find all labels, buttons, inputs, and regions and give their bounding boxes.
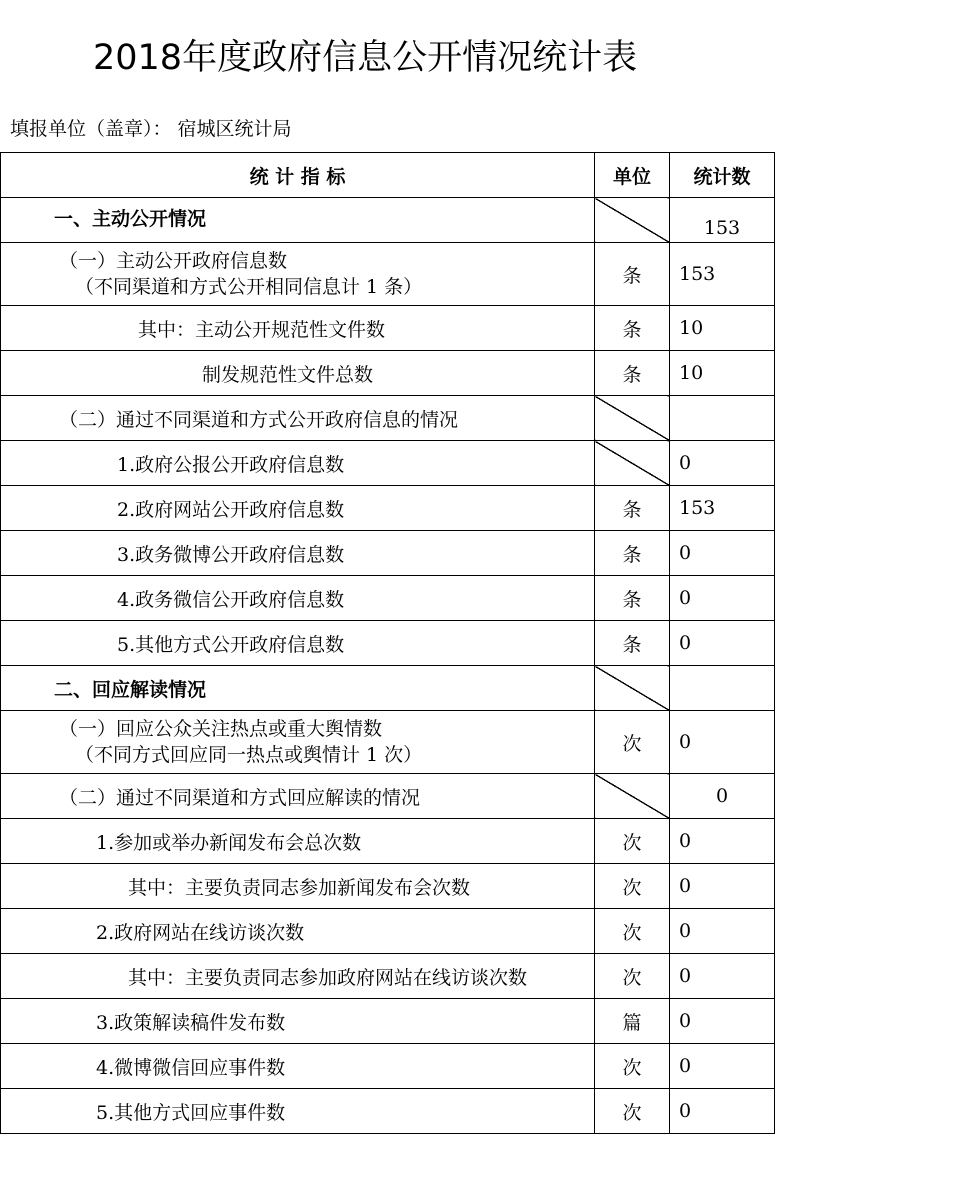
row-label: 4.政务微信公开政府信息数	[1, 576, 595, 621]
table-row	[1, 441, 775, 486]
row-label: 一、主动公开情况	[1, 198, 595, 243]
row-label: 3.政务微博公开政府信息数	[1, 531, 595, 576]
table-row	[1, 999, 775, 1044]
row-label: （二）通过不同渠道和方式回应解读的情况	[1, 774, 595, 819]
row-unit: 条	[595, 576, 670, 621]
table-row	[1, 486, 775, 531]
row-label: （二）通过不同渠道和方式公开政府信息的情况	[1, 396, 595, 441]
row-value: 0	[670, 531, 775, 576]
table-row	[1, 1089, 775, 1134]
header-indicator: 统 计 指 标	[1, 153, 595, 198]
row-unit	[595, 396, 670, 441]
row-unit	[595, 774, 670, 819]
row-unit	[595, 441, 670, 486]
header-unit: 单位	[595, 153, 670, 198]
header-count: 统计数	[670, 153, 775, 198]
table-row	[1, 243, 775, 306]
row-unit: 次	[595, 864, 670, 909]
row-value: 153	[670, 486, 775, 531]
page-title: 2018年度政府信息公开情况统计表	[93, 38, 638, 78]
row-unit: 次	[595, 909, 670, 954]
row-label: （一）回应公众关注热点或重大舆情数 （不同方式回应同一热点或舆情计 1 次）	[1, 711, 595, 774]
table-row	[1, 531, 775, 576]
table-row	[1, 621, 775, 666]
reporting-unit: 填报单位（盖章）： 宿城区统计局	[10, 118, 292, 140]
row-label: 2.政府网站公开政府信息数	[1, 486, 595, 531]
table-row	[1, 576, 775, 621]
row-value: 0	[670, 576, 775, 621]
row-unit: 次	[595, 1044, 670, 1089]
row-unit: 条	[595, 306, 670, 351]
row-value: 0	[670, 621, 775, 666]
row-value: 10	[670, 306, 775, 351]
table-row	[1, 198, 775, 243]
row-unit	[595, 666, 670, 711]
row-label: 1.参加或举办新闻发布会总次数	[1, 819, 595, 864]
row-value: 153	[670, 198, 775, 243]
row-label: 其中：主要负责同志参加新闻发布会次数	[1, 864, 595, 909]
table-row	[1, 306, 775, 351]
row-value	[670, 666, 775, 711]
row-label: 3.政策解读稿件发布数	[1, 999, 595, 1044]
row-value: 153	[670, 243, 775, 306]
row-label: 其中：主动公开规范性文件数	[1, 306, 595, 351]
table-row	[1, 864, 775, 909]
row-value: 0	[670, 1044, 775, 1089]
table-row	[1, 396, 775, 441]
row-label: 二、回应解读情况	[1, 666, 595, 711]
row-value: 0	[670, 711, 775, 774]
row-label: 5.其他方式公开政府信息数	[1, 621, 595, 666]
row-value	[670, 396, 775, 441]
row-unit: 条	[595, 351, 670, 396]
statistics-table	[0, 152, 775, 1134]
row-label: （一）主动公开政府信息数 （不同渠道和方式公开相同信息计 1 条）	[1, 243, 595, 306]
table-row	[1, 819, 775, 864]
row-unit: 条	[595, 243, 670, 306]
table-row	[1, 954, 775, 999]
row-label: 2.政府网站在线访谈次数	[1, 909, 595, 954]
row-unit: 条	[595, 621, 670, 666]
table-row	[1, 1044, 775, 1089]
table-row	[1, 666, 775, 711]
table-row	[1, 909, 775, 954]
table-header-row	[1, 153, 775, 198]
row-unit: 次	[595, 1089, 670, 1134]
row-value: 0	[670, 864, 775, 909]
table-row	[1, 774, 775, 819]
row-value: 0	[670, 999, 775, 1044]
row-label: 制发规范性文件总数	[1, 351, 595, 396]
row-label: 其中：主要负责同志参加政府网站在线访谈次数	[1, 954, 595, 999]
row-unit: 篇	[595, 999, 670, 1044]
row-value: 10	[670, 351, 775, 396]
row-value: 0	[670, 774, 775, 819]
row-value: 0	[670, 909, 775, 954]
row-unit: 条	[595, 531, 670, 576]
row-value: 0	[670, 819, 775, 864]
table-row	[1, 711, 775, 774]
row-value: 0	[670, 441, 775, 486]
row-unit: 次	[595, 711, 670, 774]
row-value: 0	[670, 954, 775, 999]
row-label: 4.微博微信回应事件数	[1, 1044, 595, 1089]
row-unit	[595, 198, 670, 243]
row-unit: 次	[595, 819, 670, 864]
row-unit: 条	[595, 486, 670, 531]
row-label: 1.政府公报公开政府信息数	[1, 441, 595, 486]
row-unit: 次	[595, 954, 670, 999]
row-value: 0	[670, 1089, 775, 1134]
row-label: 5.其他方式回应事件数	[1, 1089, 595, 1134]
table-row	[1, 351, 775, 396]
